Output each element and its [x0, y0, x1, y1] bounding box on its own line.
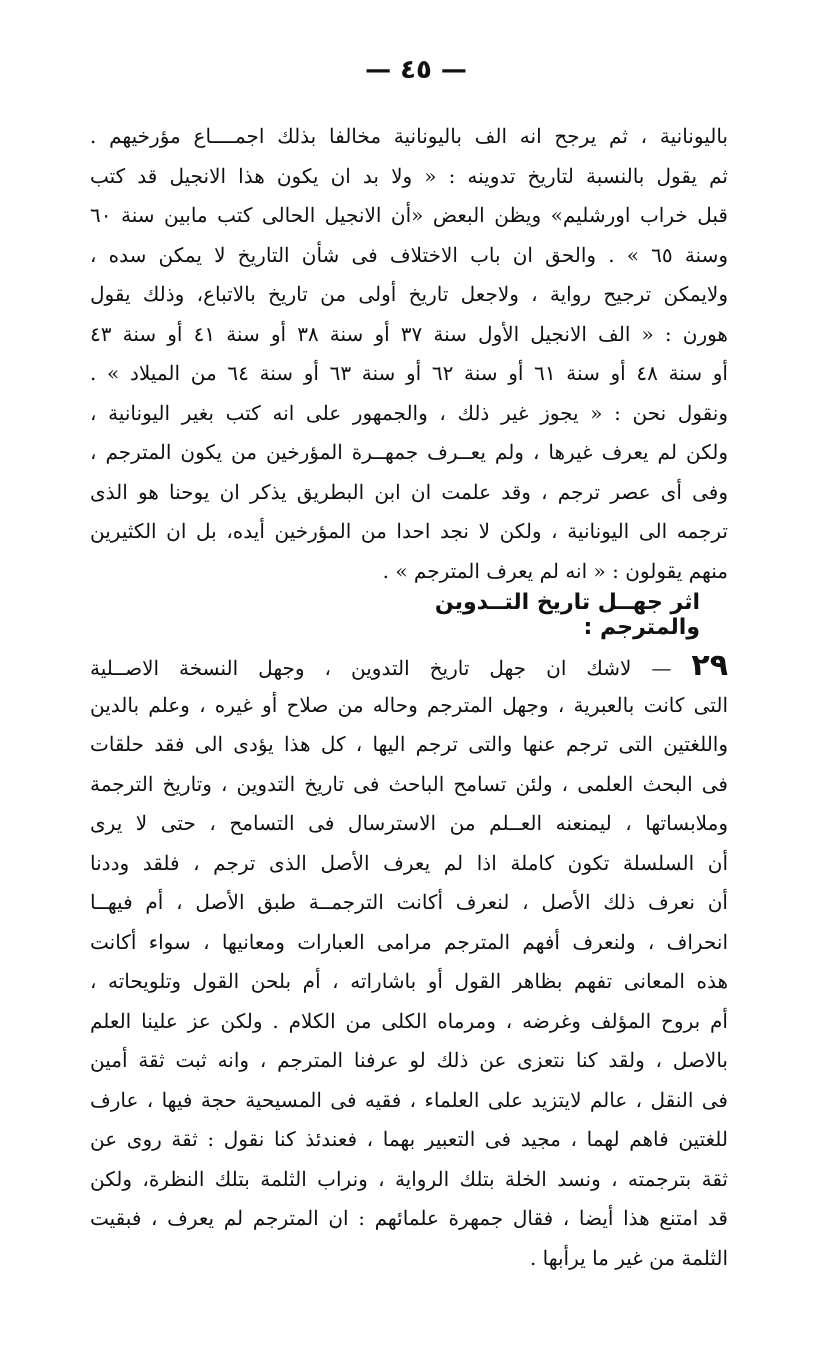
text-line: أن نعرف ذلك الأصل ، لنعرف أكانت الترجمــة طبق الأصل ، أم فيهــا	[90, 890, 728, 914]
text-line: قبل خراب اورشليم» ويظن البعض «أن الانجيل الحالى كتب مابين سنة ٦٠	[90, 203, 728, 227]
text-line: أم بروح المؤلف وغرضه ، ومرماه الكلى من الكلام . ولكن عز علينا العلم	[90, 1008, 728, 1033]
text-line: ولايمكن ترجيح رواية ، ولاجعل تاريخ أولى من تاريخ بالاتباع، وذلك يقول	[90, 282, 728, 306]
paragraph-number: ٢٩	[691, 648, 728, 683]
text-line: للغتين فاهم لهما ، مجيد فى التعبير بهما ، فعندئذ كنا نقول : ثقة روى عن	[90, 1127, 728, 1151]
text-line: فى النقل ، عالم لايتزيد على العلماء ، فقيه فى المسيحية حجة فيها ، عارف	[90, 1087, 728, 1112]
page-number: — ٤٥ —	[365, 55, 467, 85]
text-line: بالاصل ، ولقد كنا نتعزى عن ذلك لو عرفنا المترجم ، وانه ثبت ثقة أمين	[90, 1048, 728, 1072]
text-line: الثلمة من غير ما يرأبها .	[529, 1245, 728, 1270]
text-line: منهم يقولون : « انه لم يعرف المترجم » .	[382, 558, 728, 583]
text-line: وفى أى عصر ترجم ، وقد علمت ان ابن البطريق يذكر ان يوحنا هو الذى	[90, 479, 728, 504]
text-line: هذه المعانى تفهم بظاهر القول أو باشاراته ، أم بلحن القول وتلويحاته ،	[90, 969, 728, 993]
paragraph-1	[90, 117, 728, 591]
text-line: التى كانت بالعبرية ، وجهل المترجم وحاله من صلاح أو غيره ، وعلم بالدين	[90, 692, 728, 717]
text-line: واللغتين التى ترجم عنها والتى ترجم اليها ، كل هذا يؤدى الى فقد حلقات	[90, 732, 728, 756]
section-heading: اثر جهــل تاريخ التــدوين والمترجم :	[434, 590, 700, 640]
text-line: ثقة بترجمته ، ونسد الخلة بتلك الرواية ، ونراب الثلمة بتلك النظرة، ولكن	[90, 1166, 728, 1191]
text-line: وسنة ٦٥ » . والحق ان باب الاختلاف فى شأن التاريخ لا يمكن سده ،	[90, 242, 728, 267]
text-line: أو سنة ٤٨ أو سنة ٦١ أو سنة ٦٢ أو سنة ٦٣ أو سنة ٦٤ من الميلاد » .	[90, 361, 728, 385]
text-line: هورن : « الف الانجيل الأول سنة ٣٧ أو سنة ٣٨ أو سنة ٤١ أو سنة ٤٣	[90, 321, 728, 346]
text-line: ترجمه الى اليونانية ، ولكن لا نجد احدا من المؤرخين أيده، بل ان الكثيرين	[90, 519, 728, 543]
text-line: باليونانية ، ثم يرجح انه الف باليونانية مخالفا بذلك اجمــــاع مؤرخيهم .	[90, 124, 728, 148]
paragraph-2	[90, 646, 728, 1278]
text-line: قد امتنع هذا أيضا ، فقال جمهرة علمائهم : ان المترجم لم يعرف ، فبقيت	[90, 1206, 728, 1230]
text-line: ونقول نحن : « يجوز غير ذلك ، والجمهور على انه كتب بغير اليونانية ،	[90, 400, 728, 425]
text-line: وملابساتها ، ليمنعنه العــلم من الاسترسال فى التسامح ، حتى لا يرى	[90, 811, 728, 835]
text-line-first	[90, 646, 728, 686]
text-line: أن السلسلة تكون كاملة اذا لم يعرف الأصل الذى ترجم ، فلقد وددنا	[90, 850, 728, 875]
text-line: — لاشك ان جهل تاريخ التدوين ، وجهل النسخة الاصــلية	[90, 656, 672, 680]
text-line: ولكن لم يعرف غيرها ، ولم يعــرف جمهــرة المؤرخين من يكون المترجم ،	[90, 440, 728, 464]
text-line: انحراف ، ولنعرف أفهم المترجم مرامى العبارات ومعانيها ، سواء أكانت	[90, 929, 728, 954]
text-line: ثم يقول بالنسبة لتاريخ تدوينه : « ولا بد ان يكون هذا الانجيل قد كتب	[90, 163, 728, 188]
text-line: فى البحث العلمى ، ولئن تسامح الباحث فى تاريخ التدوين ، وتاريخ الترجمة	[90, 771, 728, 796]
